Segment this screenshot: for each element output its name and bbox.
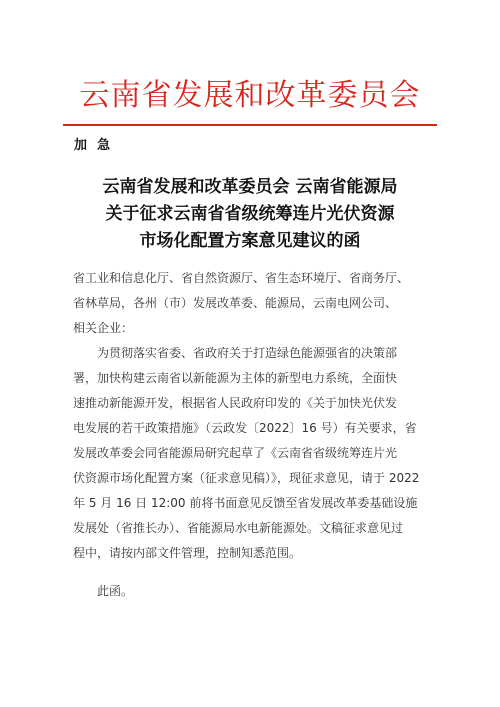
body-line: 程中，请按内部文件管理，控制知悉范围。 <box>73 546 302 560</box>
recipients-line: 省林草局，各州（市）发展改革委、能源局，云南电网公司、 <box>73 296 398 310</box>
body-line: 署，加快构建云南省以新能源为主体的新型电力系统，全面快 <box>73 371 398 385</box>
masthead-org-name: 云南省发展和改革委员会 <box>79 78 421 113</box>
urgency-label: 加急 <box>74 138 121 153</box>
body-line: 发展改革委会同省能源局研究起草了《云南省省级统筹连片光 <box>73 446 398 460</box>
body-line: 速推动新能源开发，根据省人民政府印发的《关于加快光伏发 <box>73 396 398 410</box>
title-line: 云南省发展和改革委员会 云南省能源局 <box>102 177 398 197</box>
body-line: 发展处（省推长办）、省能源局水电新能源处。文稿征求意见过 <box>73 521 404 535</box>
body-paragraph <box>73 341 437 566</box>
recipients-line: 省工业和信息化厅、省自然资源厅、省生态环境厅、省商务厅、 <box>73 271 410 285</box>
recipients-line: 相关企业： <box>73 321 134 335</box>
recipients-block <box>73 266 437 341</box>
body-line: 为贯彻落实省委、省政府关于打造绿色能源强省的决策部 <box>73 346 398 360</box>
title-line: 市场化配置方案意见建议的函 <box>139 231 361 251</box>
document-title <box>0 174 500 255</box>
body-line: 年 5 月 16 日 12:00 前将书面意见反馈至省发展改革委基础设施 <box>73 496 418 510</box>
closing-text: 此函。 <box>97 584 134 598</box>
title-line: 关于征求云南省省级统筹连片光伏资源 <box>105 204 395 224</box>
masthead-red-rule <box>63 124 437 126</box>
body-line: 伏资源市场化配置方案（征求意见稿）》，现征求意见，请于 2022 <box>73 471 420 485</box>
body-line: 电发展的若干政策措施》（云政发〔2022〕16 号）有关要求，省 <box>73 421 417 435</box>
